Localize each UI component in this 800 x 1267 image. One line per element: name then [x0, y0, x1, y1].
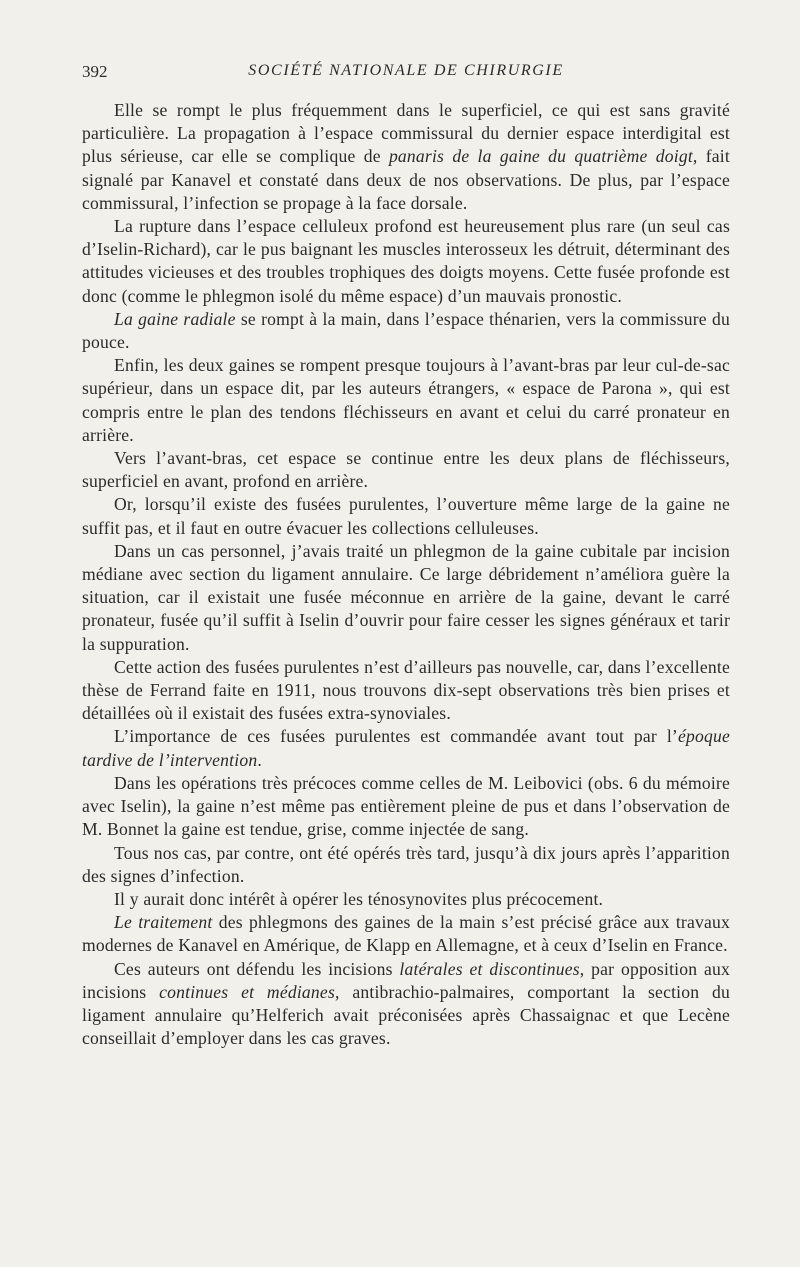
paragraph — [82, 215, 730, 308]
paragraph — [82, 308, 730, 354]
italic-text: latérales et discontinues — [399, 958, 580, 979]
text-run: , antibrachio-palmaires, comportant la section du ligament annulaire qu’Helferich avait préconisées après Chassaignac et que Lecène conseillait d’employer dans les cas graves. — [82, 981, 730, 1049]
text-run: Vers l’avant-bras, cet espace se continue entre les deux plans de fléchisseurs, superficiel en avant, profond en arrière. — [82, 448, 730, 492]
text-run: Cette action des fusées purulentes n’est d’ailleurs pas nouvelle, car, dans l’excellente thèse de Ferrand faite en 1911, nous trouvons dix-sept observations très bien prises et détaillées où il existait des fusées extra-synoviales. — [82, 656, 730, 724]
page-header — [82, 62, 730, 86]
text-run: Elle se rompt le plus fréquemment dans le superficiel, ce qui est sans gravité particulière. La propagation à l’espace commissural du dernier espace interdigital est plus sérieuse, car elle se complique de — [82, 100, 730, 167]
text-run: La rupture dans l’espace celluleux profond est heureusement plus rare (un seul cas d’Iselin-Richard), car le pus baignant les muscles interosseux les détruit, déterminant des attitudes vicieuses et des troubles trophiques des doigts moyens. Cette fusée profonde est donc (comme le phlegmon isolé du même espace) d’un mauvais pronostic. — [82, 216, 730, 306]
text-run: L’importance de ces fusées purulentes est commandée avant tout par l’ — [114, 726, 678, 747]
body-text — [82, 99, 730, 1050]
text-run: Ces auteurs ont défendu les incisions — [114, 958, 400, 979]
paragraph — [82, 772, 730, 842]
italic-text: Le traitement — [114, 912, 213, 933]
paragraph — [82, 656, 730, 726]
text-run: se rompt à la main, dans l’espace thénarien, vers la commissure du pouce. — [82, 308, 730, 353]
italic-text: panaris de la gaine du quatrième doigt — [388, 146, 693, 167]
text-run: des phlegmons des gaines de la main s’est précisé grâce aux travaux modernes de Kanavel en Amérique, de Klapp en Allemagne, et à ceux d’Iselin en France. — [82, 912, 730, 956]
text-run: Enfin, les deux gaines se rompent presque toujours à l’avant-bras par leur cul-de-sac supérieur, dans un espace dit, par les auteurs étrangers, « espace de Parona », qui est compris entre le plan des tendons fléchisseurs en avant et celui du carré pronateur en arrière. — [82, 355, 730, 445]
paragraph — [82, 725, 730, 771]
paragraph — [82, 540, 730, 656]
paragraph — [82, 958, 730, 1051]
text-run: , par opposition aux incisions — [82, 958, 731, 1002]
running-title: SOCIÉTÉ NATIONALE DE CHIRURGIE — [248, 62, 564, 79]
text-run: , fait signalé par Kanavel et constaté dans deux de nos observations. De plus, par l’espace commissural, l’infection se propage à la face dorsale. — [82, 146, 730, 213]
paragraph — [82, 493, 730, 539]
text-run: Or, lorsqu’il existe des fusées purulentes, l’ouverture même large de la gaine ne suffit pas, et il faut en outre évacuer les collections celluleuses. — [82, 494, 730, 538]
paragraph — [82, 842, 730, 888]
italic-text: La gaine radiale — [114, 308, 236, 329]
text-run: Dans les opérations très précoces comme celles de M. Leibovici (obs. 6 du mémoire avec Iselin), la gaine n’est même pas entièrement pleine de pus et dans l’observation de M. Bonnet la gaine est tendue, grise, comme injectée de sang. — [82, 772, 730, 840]
paragraph — [82, 99, 730, 215]
text-run: . — [257, 749, 262, 770]
paragraph — [82, 888, 730, 911]
paragraph — [82, 354, 730, 447]
italic-text: continues et médianes — [159, 981, 335, 1002]
italic-text: époque tardive de l’intervention — [82, 726, 730, 770]
page-number: 392 — [82, 62, 108, 81]
text-run: Il y aurait donc intérêt à opérer les ténosynovites plus précocement. — [114, 888, 604, 909]
paragraph — [82, 911, 730, 957]
text-run: Tous nos cas, par contre, ont été opérés très tard, jusqu’à dix jours après l’apparition des signes d’infection. — [82, 842, 730, 886]
text-run: Dans un cas personnel, j’avais traité un phlegmon de la gaine cubitale par incision médiane avec section du ligament annulaire. Ce large débridement n’améliora guère la situation, car il existait une fusée méconnue en arrière de la gaine, devant le carré pronateur, fusée qu’il suffit à Iselin d’ouvrir pour faire cesser les signes généraux et tarir la suppuration. — [82, 540, 730, 654]
paragraph — [82, 447, 730, 493]
